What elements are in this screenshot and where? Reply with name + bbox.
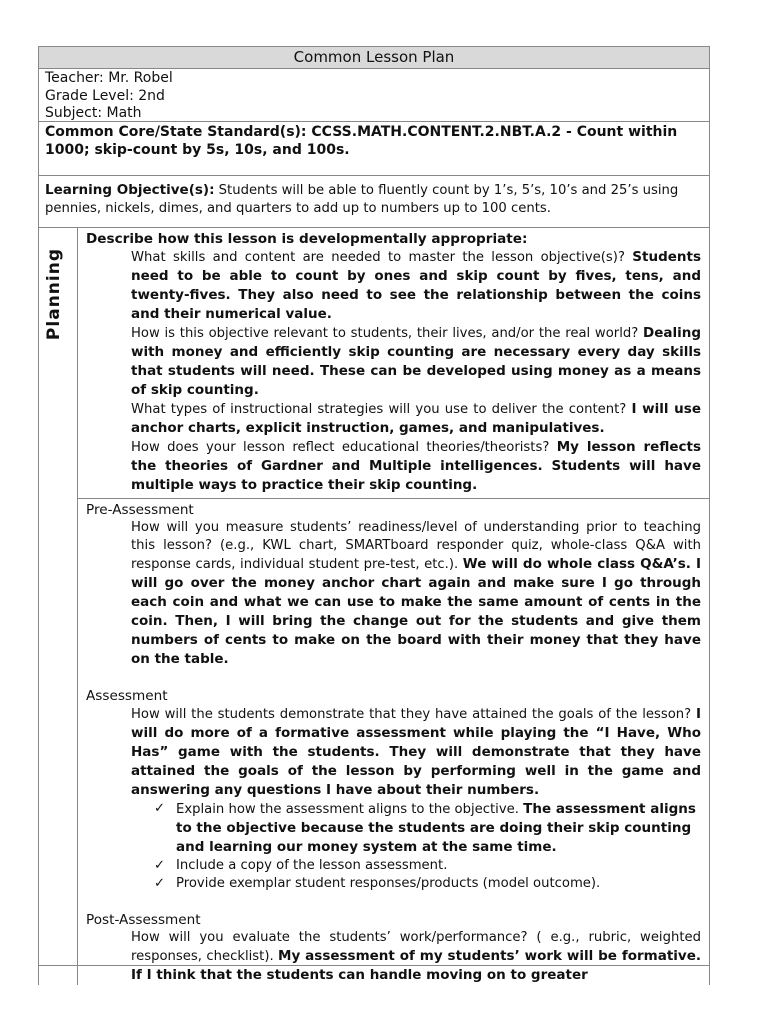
check-icon: ✓	[154, 876, 166, 891]
dev-item: What skills and content are needed to master the lesson objective(s)? Students need to be able to count by ones and skip count by fives, tens, and twenty-fives. They also need to see the relationship between the coins and their numerical value.	[131, 249, 701, 322]
assessment-heading: Assessment	[86, 688, 168, 704]
pre-assessment-text: How will you measure students’ readiness/level of understanding prior to teaching this lesson? (e.g., KWL chart, SMARTboard responder quiz, whole-class Q&A with response cards, individual student pre-test, etc.). We will do whole class Q&A’s. I will go over the money anchor chart again and make sure I go through each coin and what we can use to make the same amount of cents in the coin. Then, I will bring the change out for the students and give them numbers of cents to make on the board with their money that they have on the table.	[131, 520, 701, 667]
dev-item: What types of instructional strategies will you use to deliver the content? I will use anchor charts, explicit instruction, games, and manipulatives.	[131, 401, 701, 436]
assessment-text: How will the students demonstrate that they have attained the goals of the lesson? I will do more of a formative assessment while playing the “I Have, Who Has” game with the students. They will demonstrate that they have attained the goals of the lesson by performing well in the game and answering any questions I have about their numbers.	[131, 706, 701, 798]
planning-content	[78, 228, 709, 985]
developmental-heading: Describe how this lesson is developmentally appropriate:	[86, 231, 528, 247]
pre-assessment-heading: Pre-Assessment	[86, 502, 194, 518]
assessments-section	[78, 499, 709, 985]
table-bottom-border	[39, 965, 709, 966]
check-icon: ✓	[154, 858, 166, 873]
objective-row	[39, 176, 709, 228]
teacher-line: Teacher: Mr. Robel	[45, 70, 173, 86]
post-assessment-text: How will you evaluate the students’ work/performance? ( e.g., rubric, weighted responses, checklist). My assessment of my students’ work will be formative. If I think that the students can handle moving on to greater	[131, 930, 701, 983]
objective-label: Learning Objective(s):	[45, 182, 215, 198]
planning-section	[39, 228, 709, 985]
objective-text: Students will be able to fluently count by 1’s, 5’s, 10’s and 25’s using pennies, nickels, dimes, and quarters to add up to numbers up to 100 cents.	[45, 183, 679, 216]
assessment-check-item: ✓ Explain how the assessment aligns to the objective. The assessment aligns to the objective because the students are doing their skip counting and learning our money system at the same time.	[154, 801, 696, 855]
planning-side-label: Planning	[44, 248, 64, 341]
post-assessment-heading: Post-Assessment	[86, 912, 201, 928]
header-info	[39, 69, 709, 122]
subject-line: Subject: Math	[45, 105, 142, 121]
check-icon: ✓	[154, 801, 166, 816]
grade-line: Grade Level: 2nd	[45, 87, 165, 104]
document-title: Common Lesson Plan	[39, 47, 709, 69]
developmental-section	[78, 228, 709, 499]
dev-item: How does your lesson reflect educational theories/theorists? My lesson reflects the theories of Gardner and Multiple intelligences. Students will have multiple ways to practice their skip counting.	[131, 439, 701, 493]
planning-side-column	[39, 228, 78, 985]
dev-item: How is this objective relevant to students, their lives, and/or the real world? Dealing with money and efficiently skip counting are necessary every day skills that students will need. These can be developed using money as a means of skip counting.	[131, 325, 701, 398]
assessment-check-item: ✓ Provide exemplar student responses/products (model outcome).	[154, 876, 601, 891]
standard-row: Common Core/State Standard(s): CCSS.MATH.CONTENT.2.NBT.A.2 - Count within 1000; skip-count by 5s, 10s, and 100s.	[39, 122, 709, 176]
assessment-check-item: ✓ Include a copy of the lesson assessment.	[154, 858, 448, 873]
lesson-plan-table	[38, 46, 710, 985]
